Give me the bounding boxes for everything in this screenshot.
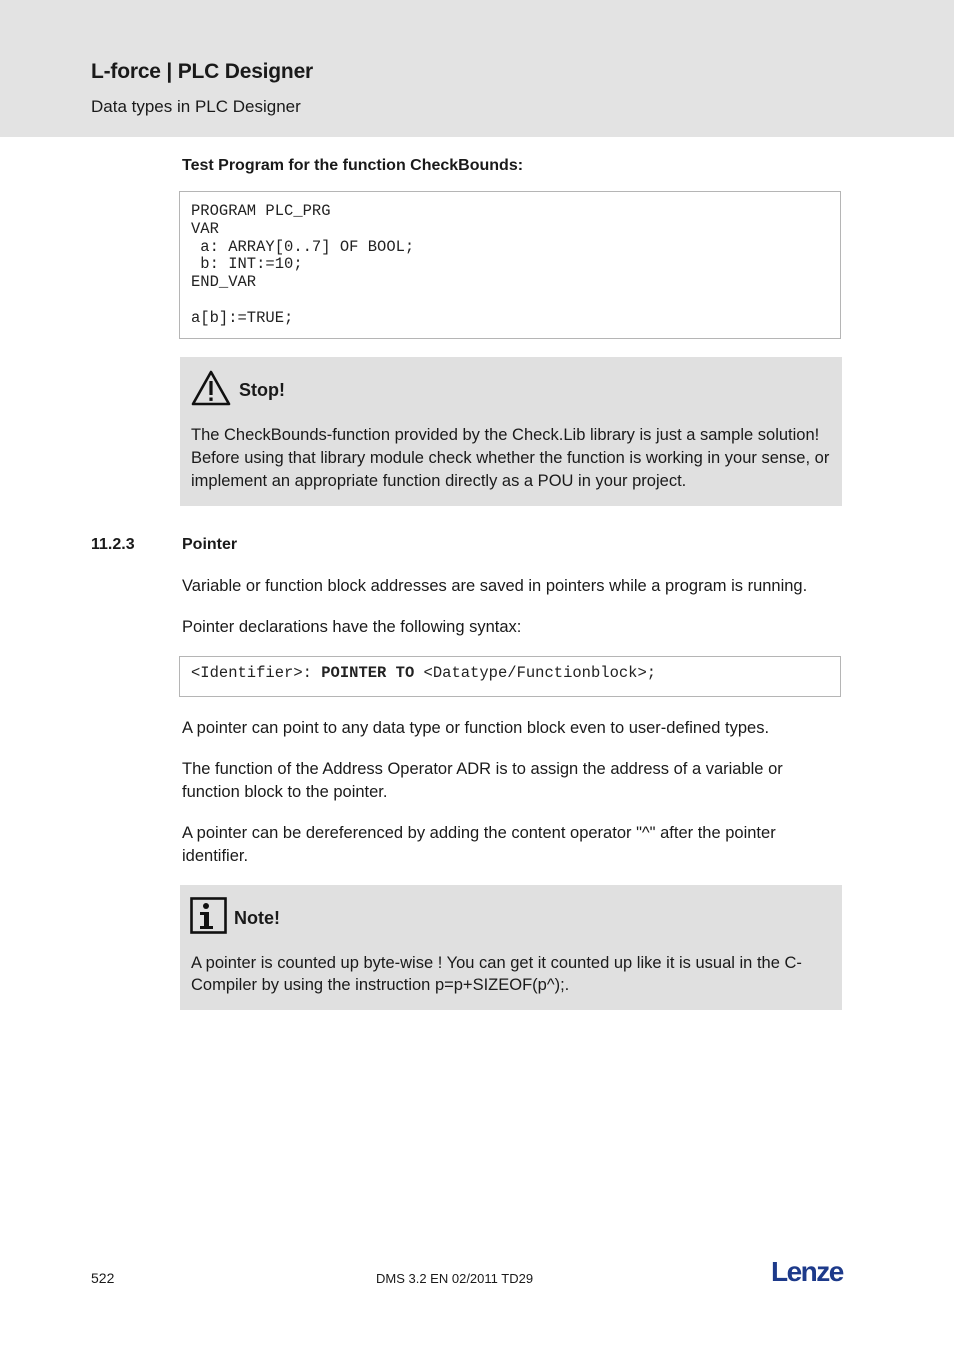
- code-line: a[b]:=TRUE;: [191, 308, 294, 327]
- note-text: A pointer is counted up byte-wise ! You can get it counted up like it is usual in the C-Compiler by using the instruction p=p+SIZEOF(p^);.: [191, 954, 802, 994]
- section-number: 11.2.3: [91, 536, 135, 553]
- syntax-type: <Datatype/Functionblock>;: [414, 664, 657, 682]
- note-title: Note!: [234, 907, 280, 928]
- document-title: L-force | PLC Designer: [91, 60, 314, 83]
- stop-text: The CheckBounds-function provided by the Check.Lib library is just a sample solution! Before using that library module check whether the function is working in your sense, or implement an appropriate function directly as a POU in your project.: [191, 426, 830, 490]
- paragraph: A pointer can be dereferenced by adding the content operator "^" after the pointer identifier.: [182, 824, 776, 865]
- paragraph: Variable or function block addresses are saved in pointers while a program is running.: [182, 577, 808, 595]
- info-icon: [190, 897, 227, 939]
- page-number: 522: [91, 1270, 115, 1286]
- syntax-block: [179, 656, 841, 697]
- code-line: END_VAR: [191, 273, 257, 292]
- code-line: a: ARRAY[0..7] OF BOOL;: [191, 237, 415, 256]
- stop-title: Stop!: [239, 380, 285, 400]
- document-subtitle: Data types in PLC Designer: [91, 97, 301, 116]
- syntax-keyword: POINTER TO: [321, 664, 415, 682]
- paragraph: Pointer declarations have the following syntax:: [182, 618, 522, 636]
- syntax-identifier: <Identifier>:: [191, 664, 322, 682]
- code-block: [179, 191, 841, 339]
- document-reference: DMS 3.2 EN 02/2011 TD29: [376, 1271, 534, 1286]
- stop-callout: [180, 357, 842, 506]
- logo-text: Lenze: [771, 1256, 843, 1287]
- example-caption: Test Program for the function CheckBounds:: [182, 157, 524, 174]
- code-line: PROGRAM PLC_PRG: [191, 202, 331, 220]
- page-header: [0, 0, 954, 137]
- code-line: [191, 292, 829, 310]
- code-line: VAR: [191, 219, 219, 238]
- lenze-logo: [770, 1256, 852, 1293]
- paragraph: The function of the Address Operator ADR is to assign the address of a variable or function block to the pointer.: [182, 760, 783, 801]
- paragraph: A pointer can point to any data type or function block even to user-defined types.: [182, 719, 770, 737]
- note-callout: [180, 885, 842, 1010]
- code-line: b: INT:=10;: [191, 255, 303, 274]
- syntax-line: [191, 665, 829, 683]
- section-title: Pointer: [182, 536, 238, 553]
- warning-triangle-icon: [190, 369, 232, 412]
